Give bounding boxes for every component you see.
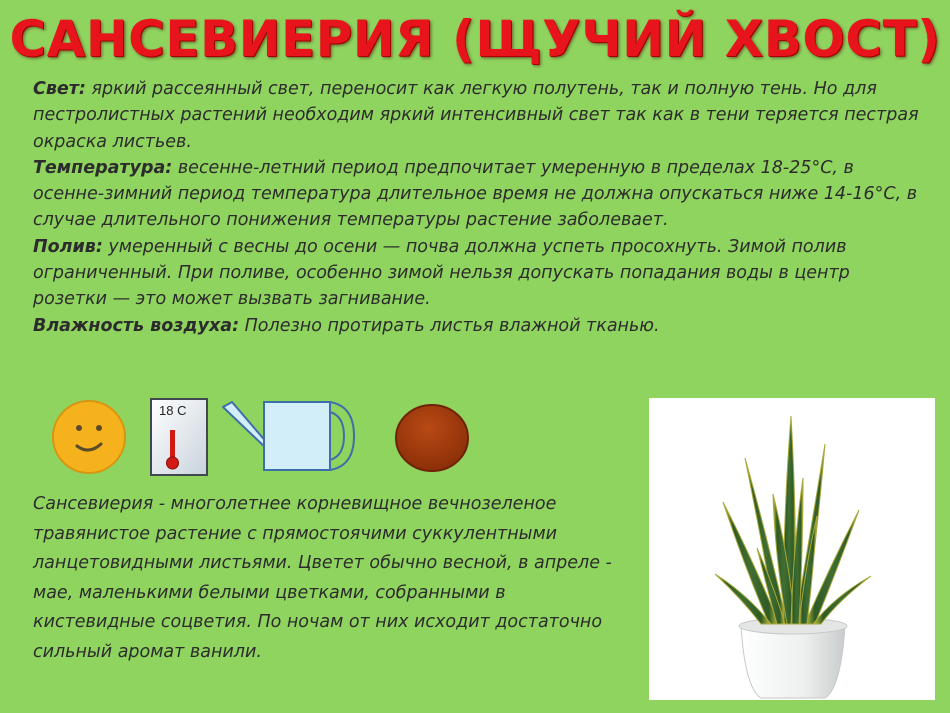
watering-can-icon	[220, 398, 356, 476]
thermometer-icon	[150, 398, 208, 476]
soil-icon	[394, 402, 470, 474]
watering-paragraph	[33, 234, 923, 313]
page-title: САНСЕВИЕРИЯ (ЩУЧИЙ ХВОСТ)	[9, 10, 941, 68]
watering-text: умеренный с весны до осени — почва должна успеть просохнуть. Зимой полив ограниченный. При поливе, особенно зимой нельзя допускать попадания воды в центр розетки — это может вызвать загнивание.	[33, 236, 850, 310]
watering-label: Полив:	[33, 236, 103, 257]
plant-description: Сансевиерия - многолетнее корневищное вечнозеленое травянистое растение с прямостоячими суккулентными ланцетовидными листьями. Цветет обычно весной, в апреле - мае, маленькими белыми цветками, собранными в кистевидные соцветия. По ночам от них исходит достаточно сильный аромат ванили.	[33, 494, 612, 662]
temperature-text: весенне-летний период предпочитает умеренную в пределах 18-25°С, в осенне-зимний период температура длительное время не должна опускаться ниже 14-16°С, в случае длительного понижения температуры растение заболевает.	[33, 157, 918, 231]
thermometer-label: 18 С	[159, 403, 187, 418]
sansevieria-image	[649, 398, 935, 700]
care-icons	[50, 398, 490, 478]
plant-photo	[649, 398, 935, 700]
temperature-paragraph	[33, 155, 923, 234]
care-instructions	[33, 76, 923, 339]
humidity-label: Влажность воздуха:	[33, 315, 240, 336]
temperature-label: Температура:	[33, 157, 173, 178]
light-text: яркий рассеянный свет, переносит как легкую полутень, так и полную тень. Но для пестролистных растений необходим яркий интенсивный свет так как в тени теряется пестрая окраска листьев.	[33, 79, 919, 152]
humidity-paragraph	[33, 313, 923, 339]
sun-smiley-icon	[50, 398, 128, 476]
humidity-text: Полезно протирать листья влажной тканью.	[239, 315, 660, 336]
light-label: Свет:	[33, 79, 86, 99]
light-paragraph	[33, 76, 923, 155]
